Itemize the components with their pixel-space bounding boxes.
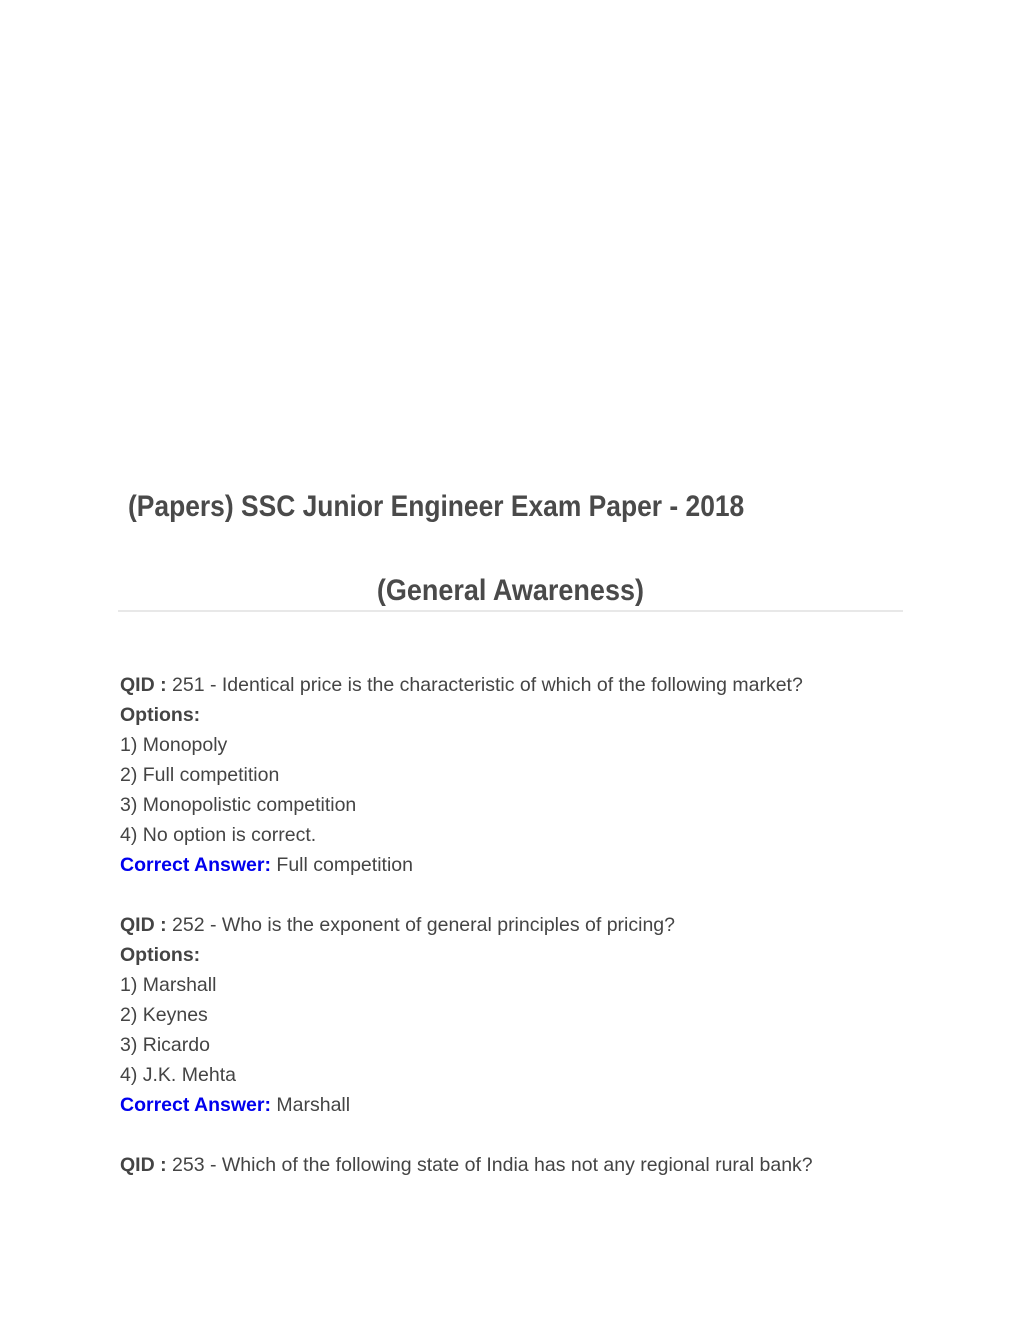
question-block [120,910,675,1120]
option: 4) No option is correct. [120,824,317,846]
correct-answer-label: Correct Answer: [120,1094,271,1116]
question-text: 251 - Identical price is the characteristic of which of the following market? [172,674,803,696]
answer-text: Full competition [276,854,413,876]
option: 3) Ricardo [120,1034,210,1056]
question-text: 252 - Who is the exponent of general principles of pricing? [172,914,675,936]
question-line [120,1150,813,1180]
answer-text: Marshall [276,1094,351,1116]
question-line [120,910,675,940]
correct-answer-label: Correct Answer: [120,854,271,876]
question-block [120,670,803,880]
question-text: 253 - Which of the following state of India has not any regional rural bank? [172,1154,813,1176]
question-line [120,670,803,700]
answer-line [120,850,803,880]
options-label: Options: [120,704,201,726]
option: 2) Full competition [120,764,280,786]
qid-label: QID : [120,674,167,696]
subtitle-text: (General Awareness) [376,574,644,607]
page-title: (Papers) SSC Junior Engineer Exam Paper - 2018 [128,490,745,523]
qid-label: QID : [120,1154,167,1176]
option: 1) Marshall [120,974,217,996]
option: 3) Monopolistic competition [120,794,357,816]
section-subtitle [0,574,1020,608]
option: 2) Keynes [120,1004,208,1026]
option: 4) J.K. Mehta [120,1064,236,1086]
option: 1) Monopoly [120,734,228,756]
question-block [120,1150,813,1180]
options-label: Options: [120,944,201,966]
divider [118,610,903,612]
answer-line [120,1090,675,1120]
qid-label: QID : [120,914,167,936]
